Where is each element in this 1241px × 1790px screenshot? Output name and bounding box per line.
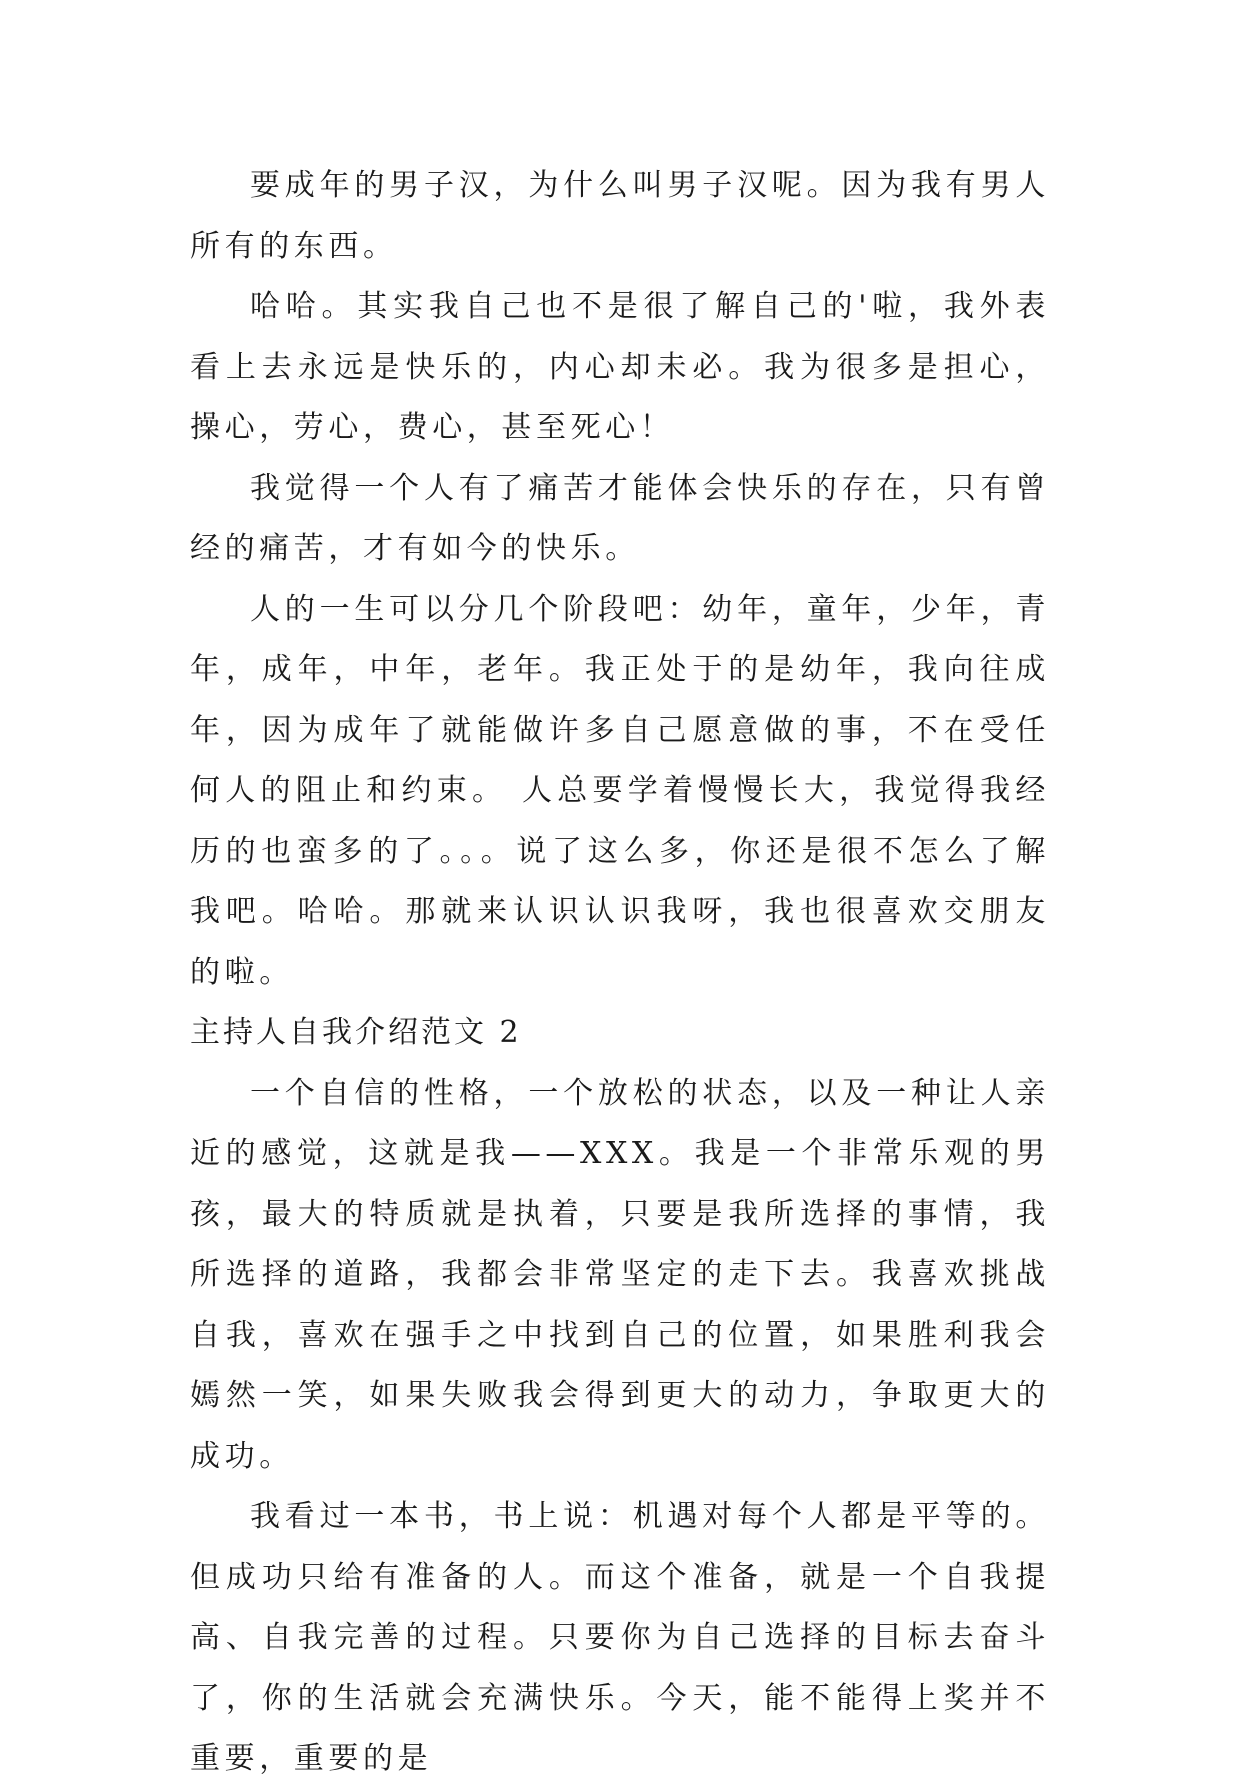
body-paragraph: 哈哈。其实我自己也不是很了解自己的'啦，我外表看上去永远是快乐的，内心却未必。我为很多是担心，操心，劳心，费心，甚至死心！ [190, 289, 1050, 445]
body-paragraph: 我觉得一个人有了痛苦才能体会快乐的存在，只有曾经的痛苦，才有如今的快乐。 [190, 470, 1050, 566]
document-page [190, 156, 1050, 1790]
body-paragraph: 一个自信的性格，一个放松的状态，以及一种让人亲近的感觉，这就是我——XXX。我是一个非常乐观的男孩，最大的特质就是执着，只要是我所选择的事情，我所选择的道路，我都会非常坚定的走下去。我喜欢挑战自我，喜欢在强手之中找到自己的位置，如果胜利我会嫣然一笑，如果失败我会得到更大的动力，争取更大的成功。 [190, 1075, 1050, 1474]
body-paragraph: 要成年的男子汉，为什么叫男子汉呢。因为我有男人所有的东西。 [190, 168, 1050, 264]
body-paragraph: 人的一生可以分几个阶段吧：幼年，童年，少年，青年，成年，中年，老年。我正处于的是幼年，我向往成年，因为成年了就能做许多自己愿意做的事，不在受任何人的阻止和约束。 人总要学着慢慢长大，我觉得我经历的也蛮多的了。。。说了这么多，你还是很不怎么了解我吧。哈哈。那就来认识认识我呀，我也很喜欢交朋友的啦。 [190, 591, 1050, 990]
body-paragraph: 我看过一本书，书上说：机遇对每个人都是平等的。但成功只给有准备的人。而这个准备，就是一个自我提高、自我完善的过程。只要你为自己选择的目标去奋斗了，你的生活就会充满快乐。今天，能不能得上奖并不重要，重要的是 [190, 1499, 1050, 1776]
section-title: 主持人自我介绍范文 2 [190, 1015, 522, 1050]
